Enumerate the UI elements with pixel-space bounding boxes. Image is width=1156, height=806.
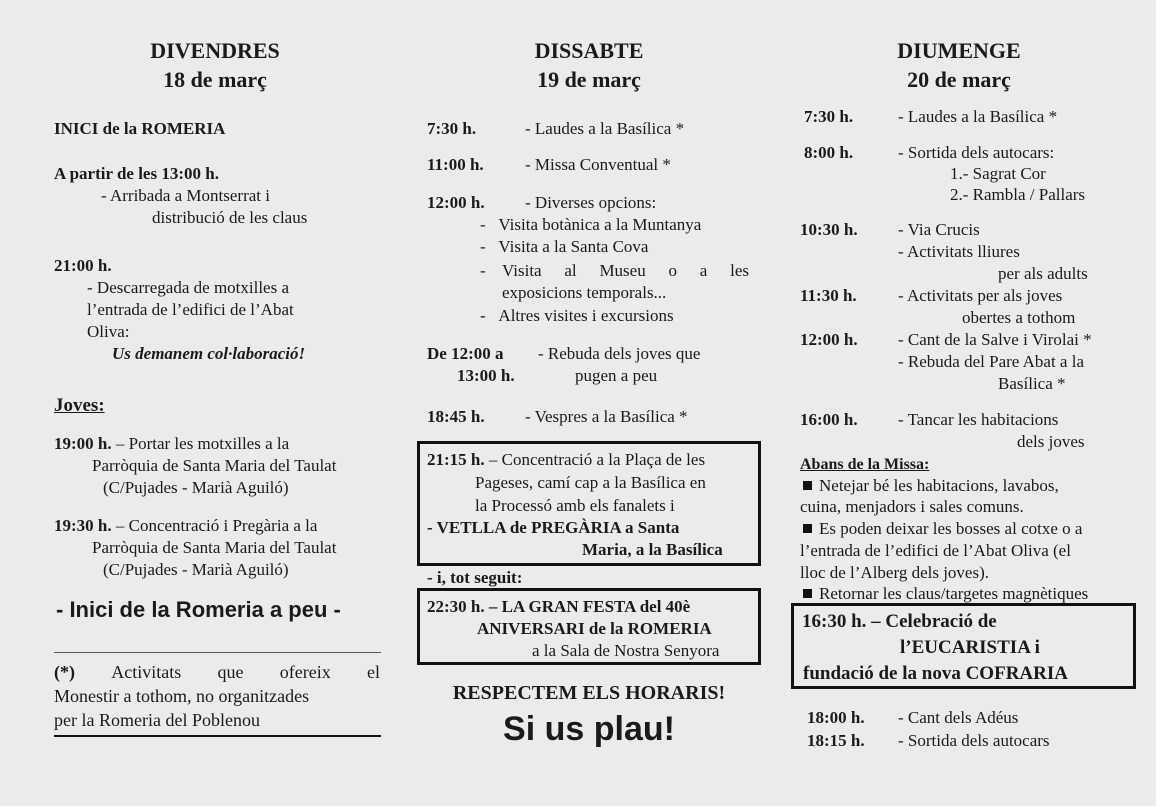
before-mass-item-2 [803, 518, 1082, 540]
saturday-day: DISSABTE [534, 38, 644, 63]
please-banner: Si us plau! [503, 710, 675, 748]
sat-options: - Diverses opcions: [525, 193, 657, 212]
vigil-line-3: la Processó amb els fanalets i [475, 496, 675, 515]
youth-1930-line-1 [54, 515, 317, 537]
before-mass-item-1b: cuina, menjadors i sales comuns. [800, 497, 1024, 516]
sun-time-1200: 12:00 h. [800, 330, 858, 349]
sunday-date: 20 de març [907, 67, 1011, 92]
arrival-line-1: - Arribada a Montserrat i [101, 186, 270, 205]
sun-abbot-2: Basílica * [998, 374, 1066, 393]
before-mass-item-2b: l’entrada de l’edifici de l’Abat Oliva (el [800, 541, 1071, 560]
sat-option-cova-text: Visita a la Santa Cova [498, 237, 649, 256]
vigil-line-1 [427, 449, 705, 471]
museum-word: Visita [502, 261, 542, 280]
museum-word: les [730, 261, 749, 280]
youth-1900-line-3: (C/Pujades - Marià Aguiló) [103, 478, 289, 497]
vigil-line-4: - VETLLA de PREGÀRIA a Santa [427, 518, 680, 537]
youth-1900-time: 19:00 h. [54, 434, 112, 453]
sun-time-1030: 10:30 h. [800, 220, 858, 239]
friday-heading [54, 36, 376, 94]
vigil-line-2: Pageses, camí cap a la Basílica en [475, 473, 706, 492]
sun-bus-2: 2.- Rambla / Pallars [950, 185, 1086, 204]
time-2100: 21:00 h. [54, 256, 112, 275]
sun-salve: - Cant de la Salve i Virolai * [898, 330, 1092, 349]
sat-time-1845: 18:45 h. [427, 407, 485, 426]
museum-word: o [668, 261, 677, 280]
sunday-day: DIUMENGE [897, 38, 1021, 63]
sat-time-1200-a: De 12:00 a [427, 344, 504, 363]
party-line-2: ANIVERSARI de la ROMERIA [477, 619, 712, 638]
square-bullet-icon [803, 589, 812, 598]
museum-word: al [564, 261, 577, 280]
eucharist-line-2: l’EUCARISTIA i [900, 637, 1040, 658]
sun-free-activities: - Activitats lliures [898, 242, 1020, 261]
note-line-2: Monestir a tothom, no organitzades [54, 686, 310, 706]
youth-1900-line-1 [54, 433, 289, 455]
sat-option-botanical: - Visita botànica a la Muntanya [480, 215, 702, 234]
sun-abbot: - Rebuda del Pare Abat a la [898, 352, 1084, 371]
youth-1930-time: 19:30 h. [54, 516, 112, 535]
sunday-heading [800, 36, 1118, 94]
before-mass-item-3 [803, 583, 1088, 605]
respect-schedule: RESPECTEM ELS HORARIS! [452, 682, 726, 704]
sat-time-1100: 11:00 h. [427, 155, 484, 174]
note-underline [54, 735, 381, 737]
unload-line-3: Oliva: [87, 322, 130, 341]
sun-close-rooms-2: dels joves [1017, 432, 1085, 451]
sat-option-other-text: Altres visites i excursions [498, 306, 674, 325]
sat-option-museum-2: exposicions temporals... [502, 283, 667, 302]
before-mass-item-3-text: Retornar les claus/targetes magnètiques [819, 584, 1089, 603]
sun-time-1815: 18:15 h. [807, 731, 865, 750]
friday-day: DIVENDRES [150, 38, 280, 63]
note-asterisk: (*) [54, 662, 75, 682]
sat-mass: - Missa Conventual * [525, 155, 671, 174]
romeria-start-title: INICI de la ROMERIA [54, 119, 226, 138]
sat-option-museum-dash: - [480, 261, 486, 280]
sun-laudes: - Laudes a la Basílica * [898, 107, 1058, 126]
sat-option-other: - Altres visites i excursions [480, 306, 674, 325]
square-bullet-icon [803, 524, 812, 533]
sat-welcome-2: pugen a peu [575, 366, 658, 385]
note-word: ofereix [279, 662, 331, 682]
collaboration-note: Us demanem col·laboració! [112, 344, 306, 363]
then-label: - i, tot seguit: [427, 568, 523, 587]
note-word: que [217, 662, 244, 682]
sun-youth-activities: - Activitats per als joves [898, 286, 1063, 305]
unload-line-1: - Descarregada de motxilles a [87, 278, 290, 297]
sat-time-1200: 12:00 h. [427, 193, 485, 212]
eucharist-line-3: fundació de la nova COFRARIA [803, 663, 1068, 684]
before-mass-item-2c: lloc de l’Alberg dels joves). [800, 563, 990, 582]
sun-buses: - Sortida dels autocars: [898, 143, 1055, 162]
party-line-3: a la Sala de Nostra Senyora [532, 641, 720, 660]
sun-free-activities-2: per als adults [998, 264, 1088, 283]
sat-welcome-1: - Rebuda dels joves que [538, 344, 701, 363]
arrival-line-2: distribució de les claus [152, 208, 308, 227]
sun-time-1600: 16:00 h. [800, 410, 858, 429]
sat-time-0730: 7:30 h. [427, 119, 477, 138]
museum-word: Museu [599, 261, 646, 280]
note-word: el [366, 662, 380, 682]
sun-via-crucis: - Via Crucis [898, 220, 980, 239]
sun-time-0800: 8:00 h. [804, 143, 854, 162]
sat-option-cova: - Visita a la Santa Cova [480, 237, 649, 256]
unload-line-2: l’entrada de l’edifici de l’Abat [87, 300, 294, 319]
youth-1930-text: – Concentració i Pregària a la [115, 516, 318, 535]
sat-option-museum [502, 260, 749, 282]
sun-farewell: - Cant dels Adéus [898, 708, 1019, 727]
sun-time-1130: 11:30 h. [800, 286, 857, 305]
youth-1900-line-2: Parròquia de Santa Maria del Taulat [92, 456, 337, 475]
sun-departure: - Sortida dels autocars [898, 731, 1050, 750]
sun-youth-activities-2: obertes a tothom [962, 308, 1076, 327]
sun-time-0730: 7:30 h. [804, 107, 854, 126]
sat-laudes: - Laudes a la Basílica * [525, 119, 685, 138]
sun-bus-1: 1.- Sagrat Cor [950, 164, 1046, 183]
museum-word: a [699, 261, 708, 280]
vigil-time: 21:15 h. [427, 450, 485, 469]
before-mass-item-2-text: Es poden deixar les bosses al cotxe o a [819, 519, 1083, 538]
sun-time-1800: 18:00 h. [807, 708, 865, 727]
vigil-text-1: – Concentració a la Plaça de les [488, 450, 706, 469]
from-1300-label: A partir de les 13:00 h. [54, 164, 219, 183]
before-mass-item-1-text: Netejar bé les habitacions, lavabos, [819, 476, 1059, 495]
sat-time-1300: 13:00 h. [457, 366, 515, 385]
youth-1930-line-2: Parròquia de Santa Maria del Taulat [92, 538, 337, 557]
youth-heading: Joves: [54, 395, 105, 416]
sun-close-rooms: - Tancar les habitacions [898, 410, 1059, 429]
note-line-3: per la Romeria del Poblenou [54, 710, 260, 730]
youth-1900-text: – Portar les motxilles a la [115, 434, 290, 453]
saturday-heading [430, 36, 748, 94]
vigil-line-5: Maria, a la Basílica [582, 540, 723, 559]
note-divider [54, 652, 381, 653]
sat-option-botanical-text: Visita botànica a la Muntanya [498, 215, 702, 234]
note-word: Activitats [111, 662, 182, 682]
sat-vespers: - Vespres a la Basílica * [525, 407, 688, 426]
party-line-1: 22:30 h. – LA GRAN FESTA del 40è [427, 597, 691, 616]
square-bullet-icon [803, 481, 812, 490]
friday-date: 18 de març [163, 67, 267, 92]
before-mass-item-1 [803, 475, 1059, 497]
before-mass-heading: Abans de la Missa: [800, 456, 930, 473]
eucharist-line-1: 16:30 h. – Celebració de [802, 611, 997, 632]
saturday-date: 19 de març [537, 67, 641, 92]
walking-start-banner: - Inici de la Romeria a peu - [56, 597, 341, 622]
youth-1930-line-3: (C/Pujades - Marià Aguiló) [103, 560, 289, 579]
note-line-1 [54, 661, 380, 683]
